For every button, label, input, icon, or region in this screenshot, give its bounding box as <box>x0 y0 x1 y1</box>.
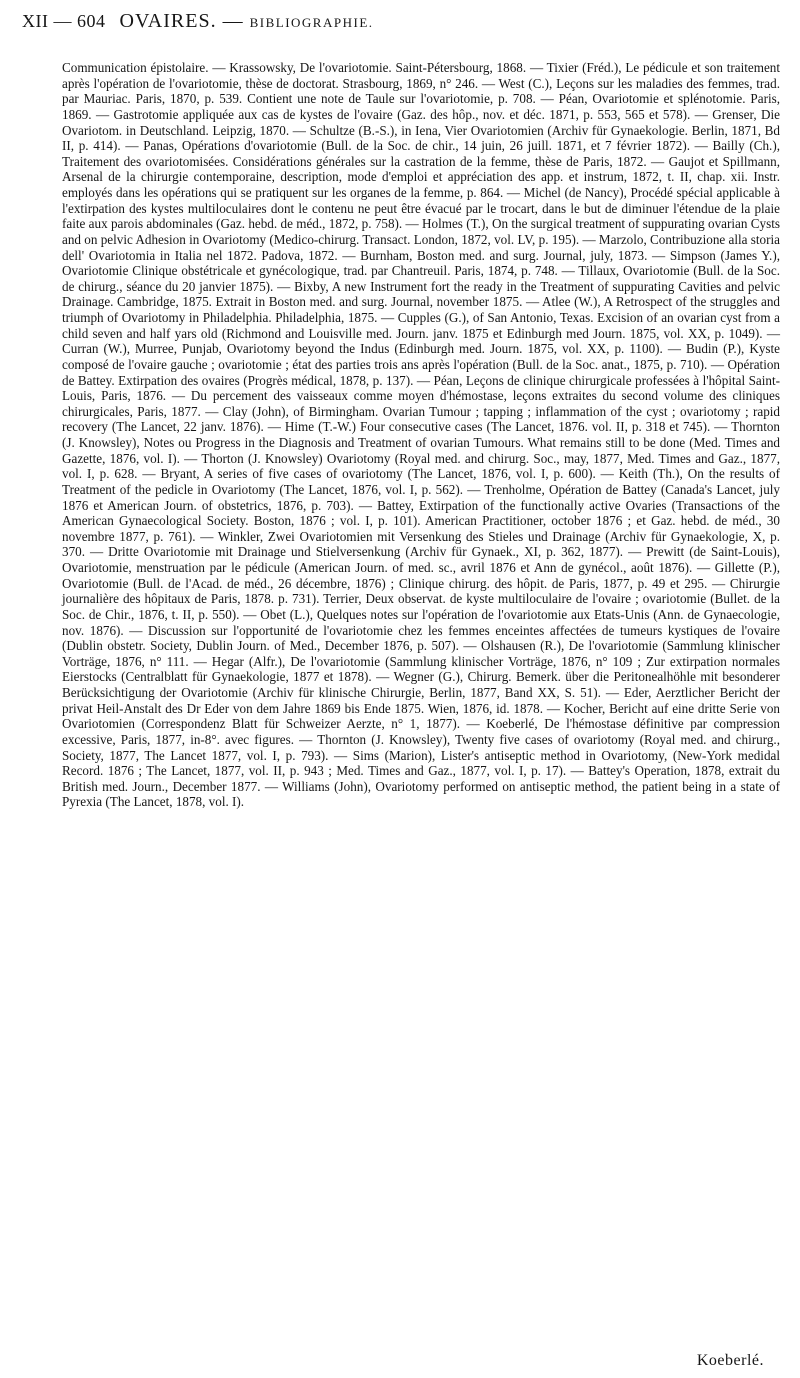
author-signature: Koeberlé. <box>696 1352 764 1369</box>
page-number: XII — 604 <box>22 11 106 31</box>
running-title <box>120 10 374 33</box>
bibliography-paragraph: Communication épistolaire. — Krassowsky, De l'ovariotomie. Saint-Pétersbourg, 1868. — Tixier (Fréd.), Le pédicule et son traitement après l'opération de l'ovariotomie, thèse de doctorat. Strasbourg, 1869, n° 246. — West (C.), Leçons sur les maladies des femmes, trad. par Mauriac. Paris, 1870, p. 539. Contient une note de Taule sur l'ovariotomie, p. 708. — Péan, Ovariotomie et splénotomie. Paris, 1869. — Gastrotomie appliquée aux cas de kystes de l'ovaire (Gaz. des hôp., nov. et déc. 1871, p. 553, 565 et 578). — Grenser, Die Ovariotom. in Deutschland. Leipzig, 1870. — Schultze (B.-S.), in Iena, Vier Ovariotomien (Archiv für Gynaekologie. Berlin, 1871, Bd II, p. 414). — Panas, Opérations d'ovariotomie (Bull. de la Soc. de chir., 14 juin, 26 juill. 1871, et 7 février 1872). — Bailly (Ch.), Traitement des ovariotomisées. Considérations générales sur la castration de la femme, thèse de Paris, 1872. — Gaujot et Spillmann, Arsenal de la chirurgie contemporaine, description, mode d'emploi et appréciation des app. et instrum, 1872, t. II, chap. xii. Instr. employés dans les opérations qui se pratiquent sur les organes de la femme, p. 864. — Michel (de Nancy), Procédé spécial applicable à l'extirpation des kystes multiloculaires dont le contenu ne peut être évacué par le trocart, dans le but de diminuer l'étendue de la plaie faite aux parois abdominales (Gaz. hebd. de méd., 1872, p. 758). — Holmes (T.), On the surgical treatment of suppurating ovarian Cysts and on pelvic Adhesion in Ovariotomy (Medico-chirurg. Transact. London, 1872, vol. LV, p. 195). — Marzolo, Contribuzione alla storia dell' Ovariotomia in Italia nel 1872. Padova, 1872. — Burnham, Boston med. and surg. Journal, july, 1873. — Simpson (James Y.), Ovariotomie Clinique obstétricale et gynécologique, trad. par Chantreuil. Paris, 1874, p. 748. — Tillaux, Ovariotomie (Bull. de la Soc. de chirurg., séance du 20 janvier 1875). — Bixby, A new Instrument fort the ready in the Treatment of suppurating Cavities and pelvic Drainage. Cambridge, 1875. Extrait in Boston med. and surg. Journal, november 1875. — Atlee (W.), A Retrospect of the struggles and triumph of Ovariotomy in Philadelphia. Philadelphia, 1875. — Cupples (G.), of San Antonio, Texas. Excision of an ovarian cyst from a child seven and half yars old (Richmond and Louisville med. Journ. janv. 1875 et Edinburgh med Journ. 1875, vol. XX, p. 1049). — Curran (W.), Murree, Punjab, Ovariotomy beyond the Indus (Edinburgh med. Journ. 1875, vol. XX, p. 1100). — Budin (P.), Kyste composé de l'ovaire gauche ; ovariotomie ; état des parties trois ans après l'opération (Bull. de la Soc. anat., 1875, p. 710). — Opération de Battey. Extirpation des ovaires (Progrès médical, 1878, p. 137). — Péan, Leçons de clinique chirurgicale professées à l'hôpital Saint-Louis, Paris, 1876. — Du percement des vaisseaux comme moyen d'hémostase, leçons extraites du second volume des cliniques chirurgicales, Paris, 1877. — Clay (John), of Birmingham. Ovarian Tumour ; tapping ; inflammation of the cyst ; ovariotomy ; rapid recovery (The Lancet, 22 janv. 1876). — Hime (T.-W.) Four consecutive cases (The Lancet, 1876. vol. II, p. 318 et 745). — Thornton (J. Knowsley), Notes ou Progress in the Diagnosis and Treatment of ovarian Tumours. What remains still to be done (Med. Times and Gazette, 1876, vol. I). — Thorton (J. Knowsley) Ovariotomy (Royal med. and chirurg. Soc., may, 1877, Med. Times and Gaz., 1877, vol. I, p. 628. — Bryant, A series of five cases of ovariotomy (The Lancet, 1876, vol. I, p. 600). — Keith (Th.), On the results of Treatment of the pedicle in Ovariotomy (The Lancet, 1876, vol. I, p. 562). — Trenholme, Opération de Battey (Canada's Lancet, july 1876 et American Journ. of obstetrics, 1876, p. 703). — Battey, Extirpation of the functionally active Ovaries (Transactions of the American Gynaecological Society. Boston, 1876 ; vol. I, p. 101). American Practitioner, october 1876 ; et Gaz. hebd. de méd., 30 novembre 1877, p. 761). — Winkler, Zwei Ovariotomien mit Versenkung des Stieles und Drainage (Archiv für Gynaekologie, X, p. 370. — Dritte Ovariotomie mit Drainage und Stielversenkung (Archiv für Gynaek., XI, p. 362, 1877). — Prewitt (de Saint-Louis), Ovariotomie, menstruation par le pédicule (American Journ. of med. sc., avril 1876 et Ann de gynécol., août 1876). — Gillette (P.), Ovariotomie (Bull. de l'Acad. de méd., 26 décembre, 1876) ; Clinique chirurg. des hôpit. de Paris, 1877, p. 49 et 295. — Chirurgie journalière des hôpitaux de Paris, 1878. p. 731). Terrier, Deux observat. de kyste multiloculaire de l'ovaire ; ovariotomie (Bullet. de la Soc. de Chir., 1876, t. II, p. 550). — Obet (L.), Quelques notes sur l'opération de l'ovariotomie aux Etats-Unis (Ann. de Gynaecologie, nov. 1876). — Discussion sur l'opportunité de l'ovariotomie chez les femmes enceintes affectées de tumeurs kystiques de l'ovaire (Dublin obstetr. Society, Dublin Journ. of Med., December 1876, p. 507). — Olshausen (R.), De l'ovariotomie (Sammlung klinischer Vorträge, 1876, n° 111. — Hegar (Alfr.), De l'ovariotomie (Sammlung klinischer Vorträge, 1876, n° 109 ; Zur extirpation normales Eierstocks (Centralblatt für Gynaekologie, 1877 et 1878). — Wegner (G.), Chirurg. Bemerk. über die Peritonealhöhle mit besonderer Berücksichtigung der Ovariotomie (Archiv für klinische Chirurgie, Berlin, 1877, Band XX, S. 51). — Eder, Aerztlicher Bericht der privat Heil-Anstalt des Dr Eder von dem Jahre 1869 bis Ende 1875. Wien, 1876, id. 1878. — Kocher, Bericht auf eine dritte Serie von Ovariotomien (Correspondenz Blatt für Schweizer Aerzte, n° 1, 1877). — Koeberlé, De l'hémostase définitive par compression excessive, Paris, 1877, in-8°. avec figures. — Thornton (J. Knowsley), Twenty five cases of ovariotomy (Royal med. and chirurg., Society, 1877, The Lancet 1877, vol. I, p. 793). — Sims (Marion), Lister's antiseptic method in Ovariotomy, (New-York medidal Record. 1876 ; The Lancet, 1877, vol. II, p. 943 ; Med. Times and Gaz., 1877, vol. I, p. 17). — Battey's Operation, 1878, extrait du British med. Journ., December 1877. — Williams (John), Ovariotomy performed on antiseptic method, the patient being in a state of Pyrexia (The Lancet, 1878, vol. I). <box>62 60 780 810</box>
running-title-sub: BIBLIOGRAPHIE. <box>249 15 374 30</box>
running-header <box>22 10 782 50</box>
bibliography-text <box>62 60 780 810</box>
running-title-main: OVAIRES. — <box>119 10 244 32</box>
